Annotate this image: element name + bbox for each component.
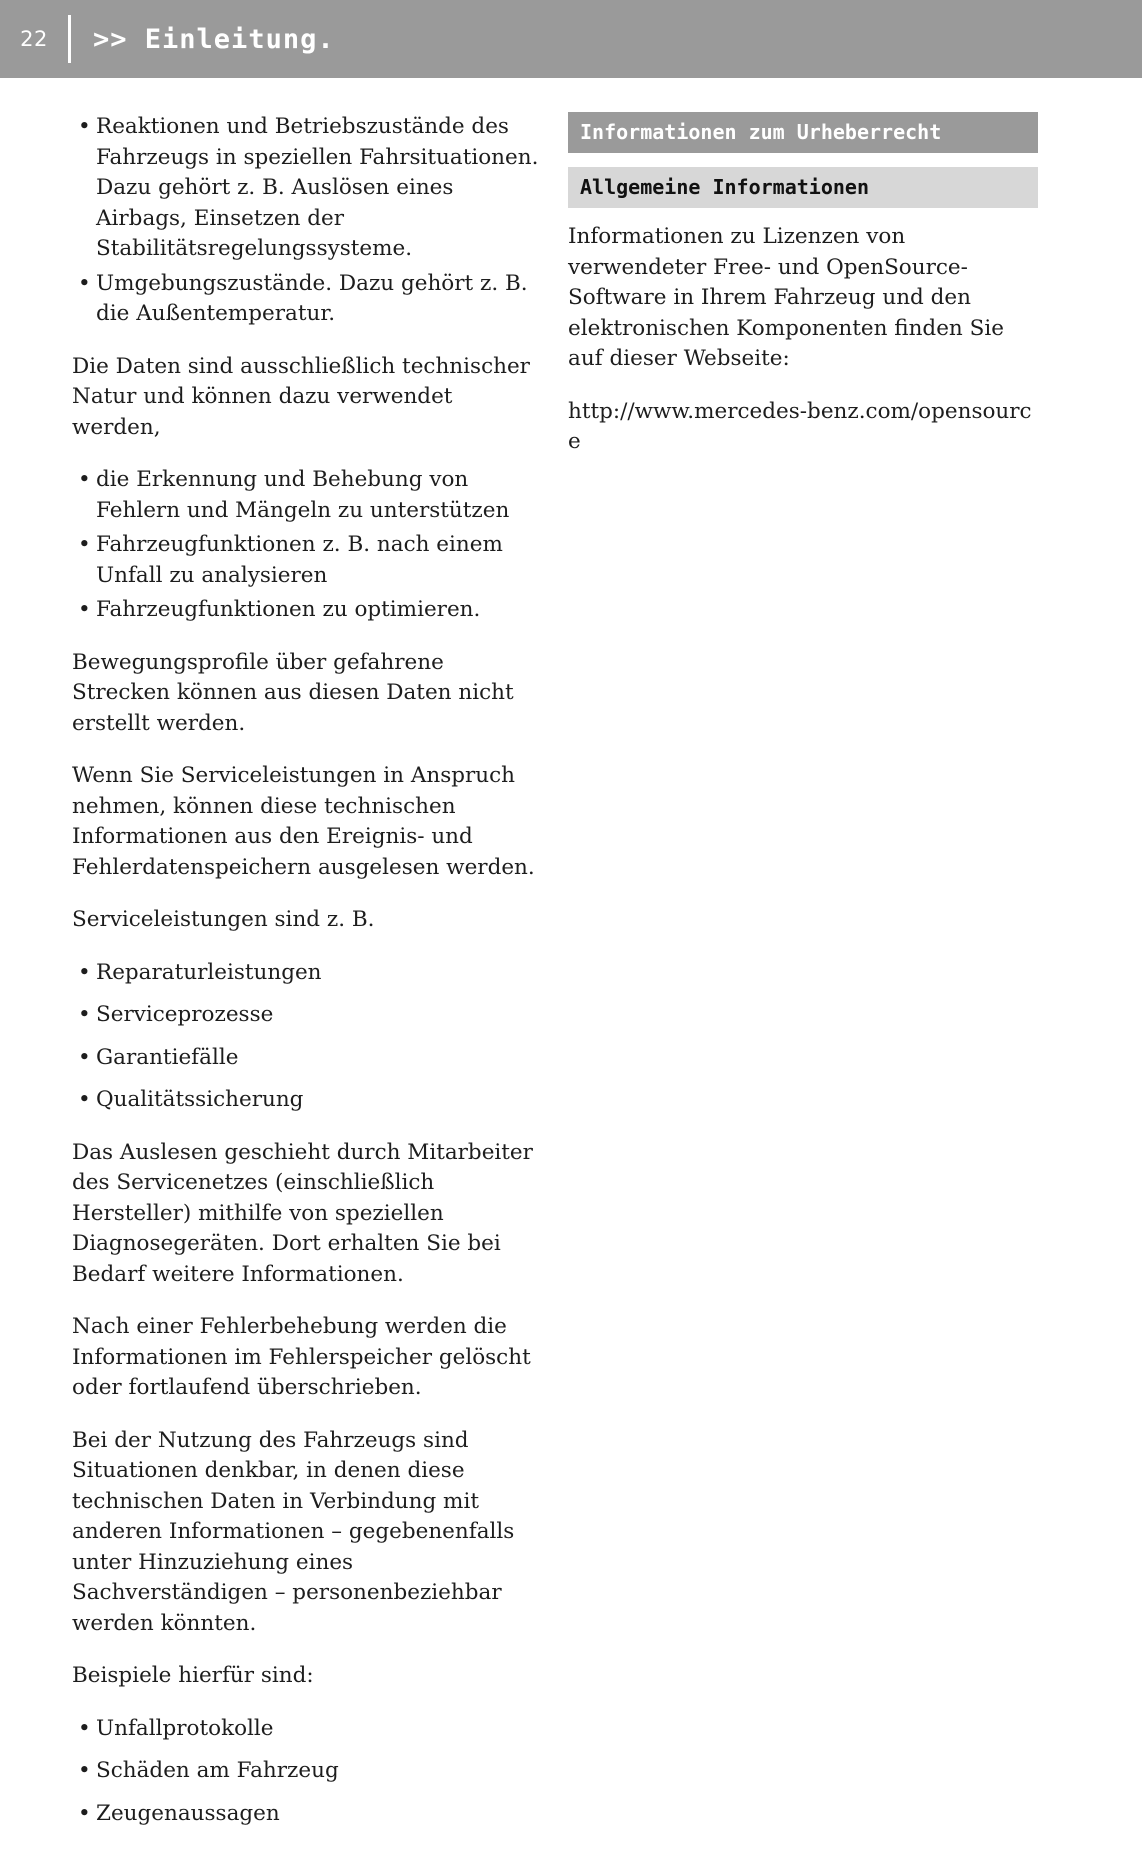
list-item — [72, 112, 542, 265]
bullet-list-3 — [72, 958, 542, 1116]
list-item — [72, 1000, 542, 1031]
list-item — [72, 269, 542, 330]
chapter-title-text: Einleitung. — [144, 23, 335, 55]
list-item-text: Fahrzeugfunktionen zu optimieren. — [96, 597, 481, 622]
list-item-text: Zeugenaussagen — [96, 1800, 280, 1826]
list-item-text: Unfallprotokolle — [96, 1715, 274, 1741]
list-item — [72, 1799, 542, 1830]
list-item-text: Serviceprozesse — [96, 1002, 274, 1027]
list-item-text: Reaktionen und Betriebszustände des Fahrzeugs in speziellen Fahrsituationen. Dazu gehört z. B. Auslösen eines Airbags, Einsetzen der Stabilitätsregelungssysteme. — [96, 114, 539, 261]
list-item — [72, 595, 542, 626]
bullet-icon: • — [78, 597, 91, 622]
bullet-icon: • — [78, 114, 91, 139]
list-item — [72, 465, 542, 526]
bullet-icon: • — [78, 959, 91, 985]
paragraph: Wenn Sie Serviceleistungen in Anspruch nehmen, können diese technischen Informationen aus den Ereignis- und Fehlerdatenspeichern ausgelesen werden. — [72, 763, 535, 880]
page-body — [0, 78, 1142, 1826]
page-number: 22 — [20, 27, 48, 51]
paragraph: Bewegungsprofile über gefahrene Strecken können aus diesen Daten nicht erstellt werden. — [72, 649, 514, 736]
left-column — [72, 112, 542, 1851]
bullet-list-2 — [72, 465, 542, 626]
list-item-text: die Erkennung und Behebung von Fehlern und Mängeln zu unterstützen — [96, 467, 510, 523]
opensource-url: http://www.mercedes-benz.com/opensource — [568, 398, 1032, 454]
list-item-text: Schäden am Fahrzeug — [96, 1758, 339, 1783]
list-item — [72, 530, 542, 591]
list-item — [72, 1085, 542, 1116]
bullet-list-1 — [72, 112, 542, 330]
paragraph: Nach einer Fehlerbehebung werden die Informationen im Fehlerspeicher gelöscht oder fortlaufend überschrieben. — [72, 1314, 531, 1400]
bullet-icon: • — [78, 270, 91, 296]
paragraph: Das Auslesen geschieht durch Mitarbeiter des Servicenetzes (einschließlich Hersteller) mithilfe von speziellen Diagnosegeräten. Dort erhalten Sie bei Bedarf weitere Informationen. — [72, 1139, 533, 1287]
bullet-icon: • — [78, 532, 91, 557]
paragraph: Die Daten sind ausschließlich technischer Natur und können dazu verwendet werden, — [72, 353, 530, 440]
bullet-icon: • — [78, 1002, 91, 1027]
list-item-text: Garantiefälle — [96, 1044, 239, 1070]
section-heading-copyright: Informationen zum Urheberrecht — [568, 112, 1038, 153]
paragraph: Serviceleistungen sind z. B. — [72, 907, 375, 932]
chapter-title — [71, 24, 335, 55]
chapter-prefix: >> — [93, 23, 128, 55]
sub-heading-general-info: Allgemeine Informationen — [568, 167, 1038, 208]
list-item — [72, 1043, 542, 1074]
paragraph: Informationen zu Lizenzen von verwendeter Free- und OpenSource-Software in Ihrem Fahrzeug und den elektronischen Komponenten finden Sie auf dieser Webseite: — [568, 224, 1004, 371]
paragraph: Bei der Nutzung des Fahrzeugs sind Situationen denkbar, in denen diese technischen Daten in Verbindung mit anderen Informationen – gegebenenfalls unter Hinzuziehung eines Sachverständigen – personenbeziehbar werden könnten. — [72, 1427, 515, 1636]
bullet-list-4 — [72, 1714, 542, 1830]
list-item — [72, 958, 542, 989]
list-item-text: Reparaturleistungen — [96, 959, 322, 985]
paragraph: Beispiele hierfür sind: — [72, 1663, 314, 1688]
list-item-text: Fahrzeugfunktionen z. B. nach einem Unfall zu analysieren — [96, 532, 503, 588]
bullet-icon: • — [78, 1044, 91, 1070]
bullet-icon: • — [78, 1800, 91, 1826]
page-header — [0, 0, 1142, 78]
list-item-text: Umgebungszustände. Dazu gehört z. B. die Außentemperatur. — [96, 270, 528, 326]
bullet-icon: • — [78, 1715, 91, 1741]
right-column — [568, 112, 1038, 458]
bullet-icon: • — [78, 1087, 91, 1112]
bullet-icon: • — [78, 467, 91, 492]
list-item — [72, 1756, 542, 1787]
list-item-text: Qualitätssicherung — [96, 1087, 304, 1112]
bullet-icon: • — [78, 1758, 91, 1783]
list-item — [72, 1714, 542, 1745]
